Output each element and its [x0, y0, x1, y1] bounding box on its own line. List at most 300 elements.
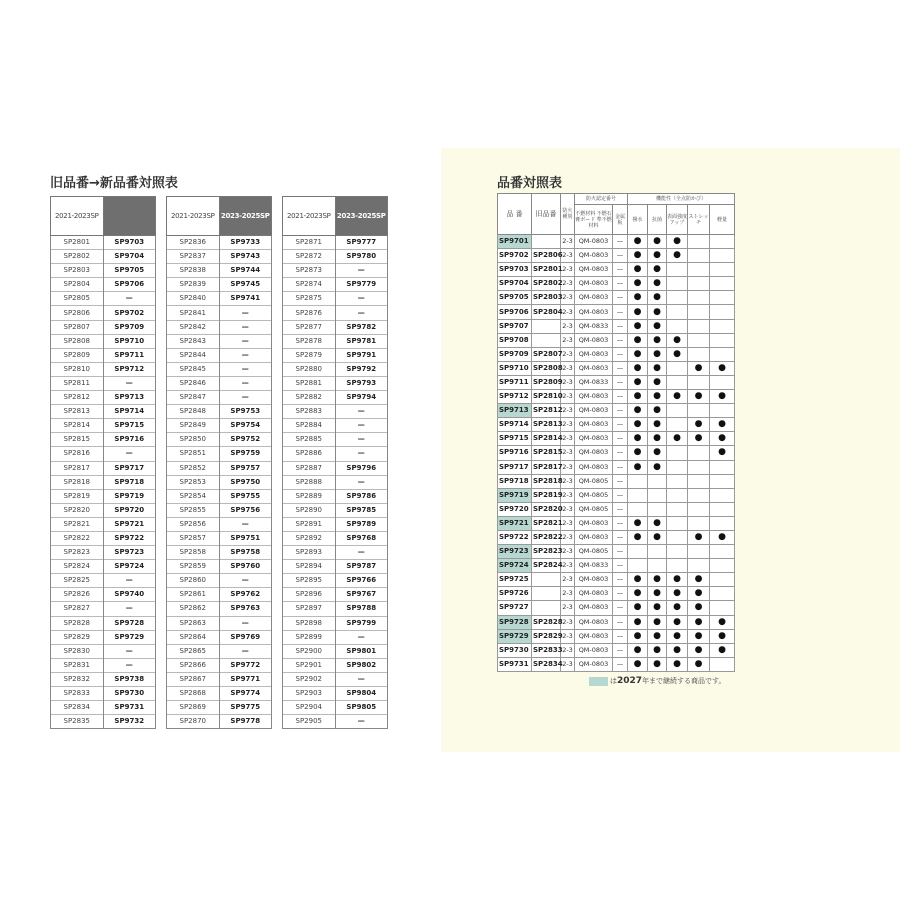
feature-dot: ● [648, 516, 667, 530]
metal-cell: — [613, 545, 628, 559]
feature-dot: ● [628, 446, 648, 460]
feature-dot [710, 559, 735, 573]
table-row [498, 291, 735, 305]
table-row [167, 503, 272, 517]
old-number-cell: SP2815 [532, 446, 561, 460]
feature-dot [688, 235, 710, 249]
feature-dot [648, 502, 667, 516]
feature-dot: ● [648, 657, 667, 671]
old-number-cell: SP2827 [51, 602, 104, 616]
new-number-cell: SP9719 [103, 489, 156, 503]
metal-cell: — [613, 347, 628, 361]
table-row [51, 644, 156, 658]
old-number-cell: SP2832 [51, 672, 104, 686]
old-number-cell: SP2872 [283, 250, 336, 264]
old-number-cell: SP2834 [532, 657, 561, 671]
new-number-cell: SP9777 [335, 236, 388, 250]
table-row [51, 503, 156, 517]
table-row [51, 658, 156, 672]
old-number-header: 2021-2023SP [51, 197, 104, 236]
fire-class-cell: 2-3 [561, 390, 575, 404]
feature-dot: ● [628, 319, 648, 333]
table-row [167, 461, 272, 475]
table-row [51, 588, 156, 602]
table-row [51, 278, 156, 292]
fire-cert-cell: QM-0803 [575, 629, 613, 643]
new-number-cell: SP9799 [335, 616, 388, 630]
feature-dot [667, 460, 688, 474]
feature-dot: ● [667, 573, 688, 587]
product-number-cell: SP9729 [498, 629, 532, 643]
table-row [498, 559, 735, 573]
new-number-cell: SP9732 [103, 715, 156, 729]
metal-cell: — [613, 235, 628, 249]
feature-dot: ● [710, 446, 735, 460]
old-number-cell: SP2842 [167, 320, 220, 334]
feature-dot: ● [648, 446, 667, 460]
metal-cell: — [613, 629, 628, 643]
table-row [167, 517, 272, 531]
old-number-cell: SP2837 [167, 250, 220, 264]
table-row [167, 715, 272, 729]
new-number-cell: — [219, 517, 272, 531]
table-row [283, 588, 388, 602]
old-number-cell: SP2899 [283, 630, 336, 644]
metal-cell: — [613, 502, 628, 516]
fire-cert-cell: QM-0833 [575, 559, 613, 573]
metal-cell: — [613, 418, 628, 432]
new-number-cell: SP9738 [103, 672, 156, 686]
feature-dot [648, 488, 667, 502]
feature-dot [710, 263, 735, 277]
table-row [167, 264, 272, 278]
product-number-cell: SP9728 [498, 615, 532, 629]
old-number-cell: SP2809 [532, 375, 561, 389]
new-number-cell: SP9796 [335, 461, 388, 475]
old-number-cell: SP2813 [51, 405, 104, 419]
table-row [498, 601, 735, 615]
old-number-cell [532, 319, 561, 333]
table-row [498, 404, 735, 418]
old-number-cell: SP2801 [51, 236, 104, 250]
table-row [283, 433, 388, 447]
feature-dot [688, 559, 710, 573]
old-number-cell: SP2823 [532, 545, 561, 559]
table-row [51, 264, 156, 278]
feature-dot: ● [688, 390, 710, 404]
product-number-cell: SP9718 [498, 474, 532, 488]
metal-cell: — [613, 657, 628, 671]
table-row [498, 305, 735, 319]
feature-dot [710, 460, 735, 474]
new-number-cell: — [335, 433, 388, 447]
product-table [497, 193, 735, 672]
new-number-cell: SP9788 [335, 602, 388, 616]
old-number-cell: SP2806 [51, 306, 104, 320]
feature-dot [648, 545, 667, 559]
old-number-cell: SP2839 [167, 278, 220, 292]
fire-class-cell: 2-3 [561, 460, 575, 474]
table-row [167, 376, 272, 390]
table-row [283, 250, 388, 264]
fire-cert-cell: QM-0805 [575, 474, 613, 488]
new-number-cell: SP9804 [335, 687, 388, 701]
table-row [498, 432, 735, 446]
legend-swatch [589, 677, 608, 686]
product-number-cell: SP9730 [498, 643, 532, 657]
table-row [51, 461, 156, 475]
feature-dot [688, 249, 710, 263]
old-number-cell: SP2881 [283, 376, 336, 390]
new-number-cell: SP9782 [335, 320, 388, 334]
feature-dot: ● [628, 657, 648, 671]
fire-class-cell: 2-3 [561, 474, 575, 488]
table-row [51, 546, 156, 560]
noncombustible-header: 不燃材料 不燃石膏ボード 準不燃材料 [575, 205, 613, 235]
feature-dot: ● [628, 601, 648, 615]
new-number-cell: SP9743 [219, 250, 272, 264]
old-number-cell: SP2817 [532, 460, 561, 474]
old-number-cell: SP2818 [51, 475, 104, 489]
old-number-cell: SP2902 [283, 672, 336, 686]
feature-dot [667, 361, 688, 375]
old-number-cell [532, 573, 561, 587]
old-number-cell: SP2863 [167, 616, 220, 630]
table-row [51, 306, 156, 320]
old-number-cell: SP2883 [283, 405, 336, 419]
product-number-cell: SP9722 [498, 530, 532, 544]
new-number-cell: — [103, 574, 156, 588]
table-row [283, 715, 388, 729]
table-row [283, 630, 388, 644]
feature-dot [667, 474, 688, 488]
table-row [283, 278, 388, 292]
function-group-header: 機能性（全点防かび） [628, 194, 735, 205]
feature-dot: ● [628, 333, 648, 347]
old-number-cell: SP2820 [51, 503, 104, 517]
feature-dot [628, 559, 648, 573]
feature-dot [710, 319, 735, 333]
old-number-header: 旧品番 [532, 194, 561, 235]
new-number-header: 2023-2025SP [335, 197, 388, 236]
feature-dot [648, 474, 667, 488]
new-number-cell: SP9786 [335, 489, 388, 503]
new-number-cell: SP9758 [219, 546, 272, 560]
old-number-cell: SP2812 [532, 404, 561, 418]
table-row [51, 391, 156, 405]
feature-dot: ● [648, 629, 667, 643]
new-number-cell: — [335, 264, 388, 278]
metal-cell: — [613, 474, 628, 488]
feature-dot: ● [667, 347, 688, 361]
old-number-cell: SP2834 [51, 701, 104, 715]
table-row [51, 320, 156, 334]
feature-dot: ● [648, 573, 667, 587]
table-row [51, 531, 156, 545]
old-number-cell: SP2890 [283, 503, 336, 517]
old-number-cell: SP2859 [167, 560, 220, 574]
feature-dot: ● [648, 460, 667, 474]
feature-dot: ● [667, 333, 688, 347]
feature-dot: ● [688, 587, 710, 601]
old-number-cell: SP2869 [167, 701, 220, 715]
metal-cell: — [613, 361, 628, 375]
new-number-cell: SP9787 [335, 560, 388, 574]
table-row [498, 545, 735, 559]
table-row [498, 516, 735, 530]
metal-cell: — [613, 601, 628, 615]
metal-cell: — [613, 319, 628, 333]
feature-dot [628, 502, 648, 516]
old-number-cell: SP2897 [283, 602, 336, 616]
old-number-cell: SP2829 [532, 629, 561, 643]
table-row [283, 701, 388, 715]
old-number-cell: SP2903 [283, 687, 336, 701]
table-row [51, 560, 156, 574]
new-number-cell: SP9801 [335, 644, 388, 658]
product-number-cell: SP9709 [498, 347, 532, 361]
fire-cert-cell: QM-0803 [575, 601, 613, 615]
feature-dot: ● [628, 291, 648, 305]
fire-cert-cell: QM-0805 [575, 488, 613, 502]
feature-dot: ● [648, 235, 667, 249]
new-number-cell: SP9711 [103, 348, 156, 362]
metal-cell: — [613, 277, 628, 291]
table-row [283, 391, 388, 405]
fire-class-cell: 2-3 [561, 249, 575, 263]
feature-dot: ● [628, 460, 648, 474]
table-row [283, 419, 388, 433]
table-row [51, 574, 156, 588]
product-number-cell: SP9714 [498, 418, 532, 432]
feature-dot [710, 277, 735, 291]
waterproof-header: 撥水 [628, 205, 648, 235]
metal-cell: — [613, 263, 628, 277]
table-row [167, 546, 272, 560]
new-number-cell: SP9756 [219, 503, 272, 517]
table-row [167, 250, 272, 264]
feature-dot: ● [667, 432, 688, 446]
product-number-cell: SP9710 [498, 361, 532, 375]
old-number-cell: SP2835 [51, 715, 104, 729]
new-number-cell: SP9704 [103, 250, 156, 264]
table-row [283, 447, 388, 461]
product-number-header: 品 番 [498, 194, 532, 235]
old-number-cell: SP2868 [167, 687, 220, 701]
feature-dot: ● [648, 305, 667, 319]
legend-prefix: は [610, 677, 617, 685]
table-row [51, 250, 156, 264]
feature-dot [710, 474, 735, 488]
old-number-cell: SP2875 [283, 292, 336, 306]
legend-suffix: 年まで継続する商品です。 [642, 677, 726, 685]
product-number-cell: SP9708 [498, 333, 532, 347]
feature-dot: ● [648, 249, 667, 263]
new-number-cell: SP9780 [335, 250, 388, 264]
antibacterial-header: 抗菌 [648, 205, 667, 235]
fire-class-cell: 2-3 [561, 361, 575, 375]
table-row [283, 348, 388, 362]
table-row [51, 419, 156, 433]
new-number-cell: — [103, 658, 156, 672]
new-number-cell: SP9779 [335, 278, 388, 292]
feature-dot: ● [648, 347, 667, 361]
feature-dot [667, 446, 688, 460]
old-number-cell [532, 587, 561, 601]
old-number-cell: SP2811 [51, 376, 104, 390]
new-number-cell: — [335, 715, 388, 729]
new-number-cell: SP9720 [103, 503, 156, 517]
table-row [283, 644, 388, 658]
lightweight-header: 軽量 [710, 205, 735, 235]
new-number-cell: SP9733 [219, 236, 272, 250]
new-number-cell: SP9760 [219, 560, 272, 574]
feature-dot [667, 305, 688, 319]
table-row [498, 375, 735, 389]
old-number-cell: SP2838 [167, 264, 220, 278]
feature-dot [688, 516, 710, 530]
table-row [167, 489, 272, 503]
fire-cert-cell: QM-0803 [575, 305, 613, 319]
new-number-cell: SP9805 [335, 701, 388, 715]
feature-dot [710, 502, 735, 516]
fire-class-cell: 2-3 [561, 615, 575, 629]
metal-header: 金属板 [613, 205, 628, 235]
feature-dot: ● [628, 530, 648, 544]
old-number-cell: SP2826 [51, 588, 104, 602]
new-number-cell: — [219, 348, 272, 362]
fire-class-cell: 2-3 [561, 235, 575, 249]
fire-class-cell: 2-3 [561, 657, 575, 671]
feature-dot: ● [628, 573, 648, 587]
table-row [51, 348, 156, 362]
old-number-cell: SP2821 [51, 517, 104, 531]
table-row [498, 249, 735, 263]
table-row [283, 658, 388, 672]
metal-cell: — [613, 530, 628, 544]
feature-dot: ● [648, 390, 667, 404]
new-number-cell: SP9731 [103, 701, 156, 715]
new-number-cell: SP9714 [103, 405, 156, 419]
fire-class-cell: 2-3 [561, 559, 575, 573]
new-number-cell: — [219, 574, 272, 588]
old-number-cell: SP2857 [167, 531, 220, 545]
new-number-cell: SP9729 [103, 630, 156, 644]
new-number-cell: SP9728 [103, 616, 156, 630]
new-number-cell: SP9750 [219, 475, 272, 489]
old-number-header: 2021-2023SP [167, 197, 220, 236]
product-number-cell: SP9715 [498, 432, 532, 446]
old-number-cell: SP2853 [167, 475, 220, 489]
old-number-cell: SP2898 [283, 616, 336, 630]
feature-dot [688, 263, 710, 277]
feature-dot: ● [648, 587, 667, 601]
product-number-cell: SP9702 [498, 249, 532, 263]
old-number-cell: SP2823 [51, 546, 104, 560]
table-row [498, 460, 735, 474]
metal-cell: — [613, 587, 628, 601]
feature-dot [710, 235, 735, 249]
table-row [51, 376, 156, 390]
table-row [167, 419, 272, 433]
fire-cert-cell: QM-0803 [575, 446, 613, 460]
feature-dot: ● [710, 361, 735, 375]
fire-class-cell: 2-3 [561, 502, 575, 516]
feature-dot: ● [667, 249, 688, 263]
feature-dot [667, 516, 688, 530]
table-row [167, 560, 272, 574]
product-title: 品番対照表 [497, 176, 563, 191]
new-number-cell: — [219, 306, 272, 320]
table-row [283, 405, 388, 419]
new-number-cell: SP9802 [335, 658, 388, 672]
fire-cert-cell: QM-0803 [575, 291, 613, 305]
fire-class-cell: 2-3 [561, 573, 575, 587]
feature-dot: ● [688, 657, 710, 671]
feature-dot [710, 587, 735, 601]
old-number-cell: SP2866 [167, 658, 220, 672]
table-row [498, 657, 735, 671]
feature-dot [628, 474, 648, 488]
metal-cell: — [613, 291, 628, 305]
feature-dot: ● [648, 432, 667, 446]
new-number-cell: SP9793 [335, 376, 388, 390]
table-row [283, 376, 388, 390]
old-number-cell: SP2815 [51, 433, 104, 447]
feature-dot [667, 404, 688, 418]
product-number-cell: SP9713 [498, 404, 532, 418]
table-row [498, 615, 735, 629]
old-number-cell: SP2893 [283, 546, 336, 560]
old-number-cell: SP2810 [51, 362, 104, 376]
new-number-cell: SP9710 [103, 334, 156, 348]
table-row [167, 362, 272, 376]
table-row [498, 390, 735, 404]
table-row [498, 573, 735, 587]
feature-dot [667, 559, 688, 573]
table-row [51, 517, 156, 531]
new-number-cell: SP9721 [103, 517, 156, 531]
fire-cert-cell: QM-0803 [575, 516, 613, 530]
feature-dot [688, 404, 710, 418]
new-number-cell: SP9703 [103, 236, 156, 250]
new-number-cell: SP9774 [219, 687, 272, 701]
metal-cell: — [613, 573, 628, 587]
old-number-cell: SP2888 [283, 475, 336, 489]
fire-cert-cell: QM-0803 [575, 418, 613, 432]
new-number-cell: — [103, 376, 156, 390]
fire-class-cell: 2-3 [561, 587, 575, 601]
metal-cell: — [613, 404, 628, 418]
new-number-cell: SP9751 [219, 531, 272, 545]
old-number-cell: SP2871 [283, 236, 336, 250]
new-number-cell: SP9763 [219, 602, 272, 616]
old-number-cell: SP2819 [51, 489, 104, 503]
old-number-cell: SP2855 [167, 503, 220, 517]
product-number-cell: SP9704 [498, 277, 532, 291]
table-row [283, 546, 388, 560]
feature-dot [710, 249, 735, 263]
feature-dot: ● [667, 615, 688, 629]
old-number-cell: SP2876 [283, 306, 336, 320]
feature-dot: ● [648, 375, 667, 389]
table-row [283, 687, 388, 701]
feature-dot [628, 545, 648, 559]
new-number-cell: SP9723 [103, 546, 156, 560]
fire-cert-cell: QM-0803 [575, 404, 613, 418]
table-row [167, 447, 272, 461]
old-number-cell: SP2892 [283, 531, 336, 545]
